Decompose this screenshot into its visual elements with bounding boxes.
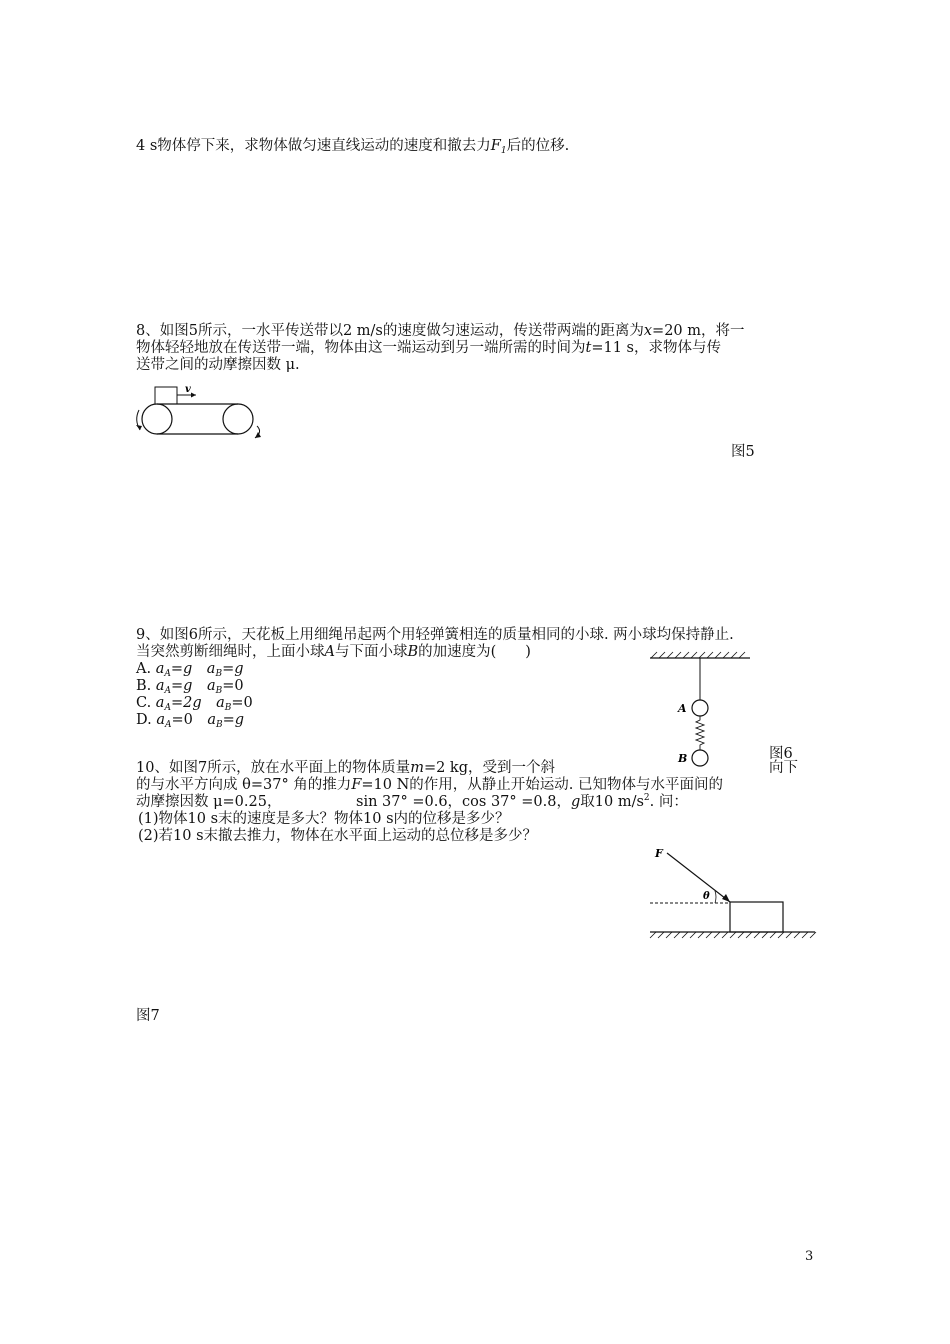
q10-line-1-end: 向下 <box>769 760 798 776</box>
option-prefix: C. <box>136 695 156 711</box>
acc-b: a <box>207 712 217 728</box>
acc-a: a <box>155 661 165 677</box>
force-var: F <box>490 138 501 154</box>
acc-a: a <box>156 712 165 728</box>
text: 的加速度为( ) <box>418 644 531 660</box>
sub: A <box>164 720 172 730</box>
sub: B <box>216 720 223 730</box>
text: =10 N的作用，从静止开始运动. 已知物体与水平面间的 <box>361 777 723 793</box>
a-value: =2g <box>170 695 202 711</box>
t-var: t <box>585 340 592 356</box>
option-prefix: B. <box>136 678 156 694</box>
page-number: 3 <box>805 1249 814 1264</box>
sub: A <box>164 669 171 679</box>
text: 8、如图5所示，一水平传送带以2 m/s的速度做匀速运动，传送带两端的距离为 <box>136 323 644 339</box>
continuation-line <box>136 137 569 157</box>
velocity-label: v <box>185 384 191 395</box>
a-value: =0 <box>171 712 193 728</box>
b-value: =g <box>222 712 245 728</box>
force-line <box>667 853 730 902</box>
sub: B <box>215 686 223 696</box>
q10-sub-1: (1)物体10 s末的速度是多大？物体10 s内的位移是多少？ <box>138 811 510 827</box>
force-label: F <box>655 847 663 860</box>
q9-option-d[interactable] <box>136 711 244 731</box>
q10-sub-2: (2)若10 s末撤去推力，物体在水平面上运动的总位移是多少？ <box>138 828 538 844</box>
figure-6-caption: 图6 <box>769 746 793 762</box>
spring <box>696 716 704 750</box>
q9-line-2 <box>136 643 531 661</box>
acc-a: a <box>155 678 165 694</box>
q9-line-1: 9、如图6所示，天花板上用细绳吊起两个用轻弹簧相连的质量相同的小球. 两小球均保持静止. <box>136 627 734 643</box>
text: 与下面小球 <box>334 644 408 660</box>
sub: A <box>164 686 172 696</box>
ball-a-label: A <box>678 702 687 715</box>
velocity-arrowhead <box>191 393 196 398</box>
text: 物体轻轻地放在传送带一端，物体由这一端运动到另一端所需的时间为 <box>136 340 586 356</box>
sub: B <box>224 703 232 713</box>
q10-line-1 <box>136 759 555 777</box>
option-prefix: D. <box>136 712 157 728</box>
incline-force-figure <box>645 845 820 940</box>
acc-a: a <box>155 695 165 711</box>
left-pulley <box>142 404 172 434</box>
block <box>155 387 177 404</box>
text: =20 m，将一 <box>652 323 745 339</box>
a-var: A <box>324 644 335 660</box>
b-value: =0 <box>231 695 253 711</box>
option-prefix: A. <box>136 661 156 677</box>
text: 取10 m/s <box>580 794 644 810</box>
text: =2 kg，受到一个斜 <box>423 760 555 776</box>
sub: B <box>215 669 223 679</box>
text: 10、如图7所示，放在水平面上的物体质量 <box>136 760 411 776</box>
q8-line-2 <box>136 339 721 357</box>
text: 动摩擦因数 μ=0.25， <box>136 794 282 810</box>
q8-line-1 <box>136 322 745 340</box>
q10-line-2 <box>136 776 723 794</box>
right-pulley <box>223 404 253 434</box>
superscript: 2 <box>643 793 650 803</box>
acc-b: a <box>206 678 216 694</box>
acc-b: a <box>216 695 225 711</box>
angle-arc <box>715 891 716 903</box>
block <box>730 902 783 932</box>
conveyor-belt-figure <box>130 382 280 442</box>
g-var: g <box>570 794 581 810</box>
b-value: =0 <box>222 678 244 694</box>
theta-label: θ <box>703 891 710 902</box>
acc-b: a <box>206 661 216 677</box>
force-arrowhead <box>722 894 730 902</box>
m-var: m <box>410 760 424 776</box>
f-var: F <box>351 777 362 793</box>
b-value: =g <box>222 661 244 677</box>
ceiling-hatch <box>651 652 745 658</box>
ball-b <box>692 750 708 766</box>
x-var: x <box>643 323 653 339</box>
figure-7-caption: 图7 <box>136 1008 160 1024</box>
force-subscript: 1 <box>500 146 507 156</box>
text: . 问： <box>649 794 688 810</box>
ball-b-label: B <box>678 752 688 765</box>
ball-a <box>692 700 708 716</box>
sub: A <box>164 703 171 713</box>
text: 4 s物体停下来，求物体做匀速直线运动的速度和撤去力 <box>136 138 491 154</box>
a-value: =g <box>170 661 193 677</box>
a-value: =g <box>171 678 193 694</box>
text: sin 37° =0.6，cos 37° =0.8， <box>356 794 571 810</box>
q8-line-3: 送带之间的动摩擦因数 μ. <box>136 357 300 373</box>
text: 的与水平方向成 θ=37° 角的推力 <box>136 777 352 793</box>
text: =11 s，求物体与传 <box>591 340 721 356</box>
arrowhead <box>255 432 261 438</box>
text: 后的位移. <box>506 138 570 154</box>
figure-5-caption: 图5 <box>731 444 755 460</box>
spring-balls-figure <box>645 650 755 770</box>
text: 当突然剪断细绳时，上面小球 <box>136 644 325 660</box>
q10-line-3 <box>136 793 281 811</box>
ground-hatch <box>650 932 816 938</box>
b-var: B <box>407 644 419 660</box>
